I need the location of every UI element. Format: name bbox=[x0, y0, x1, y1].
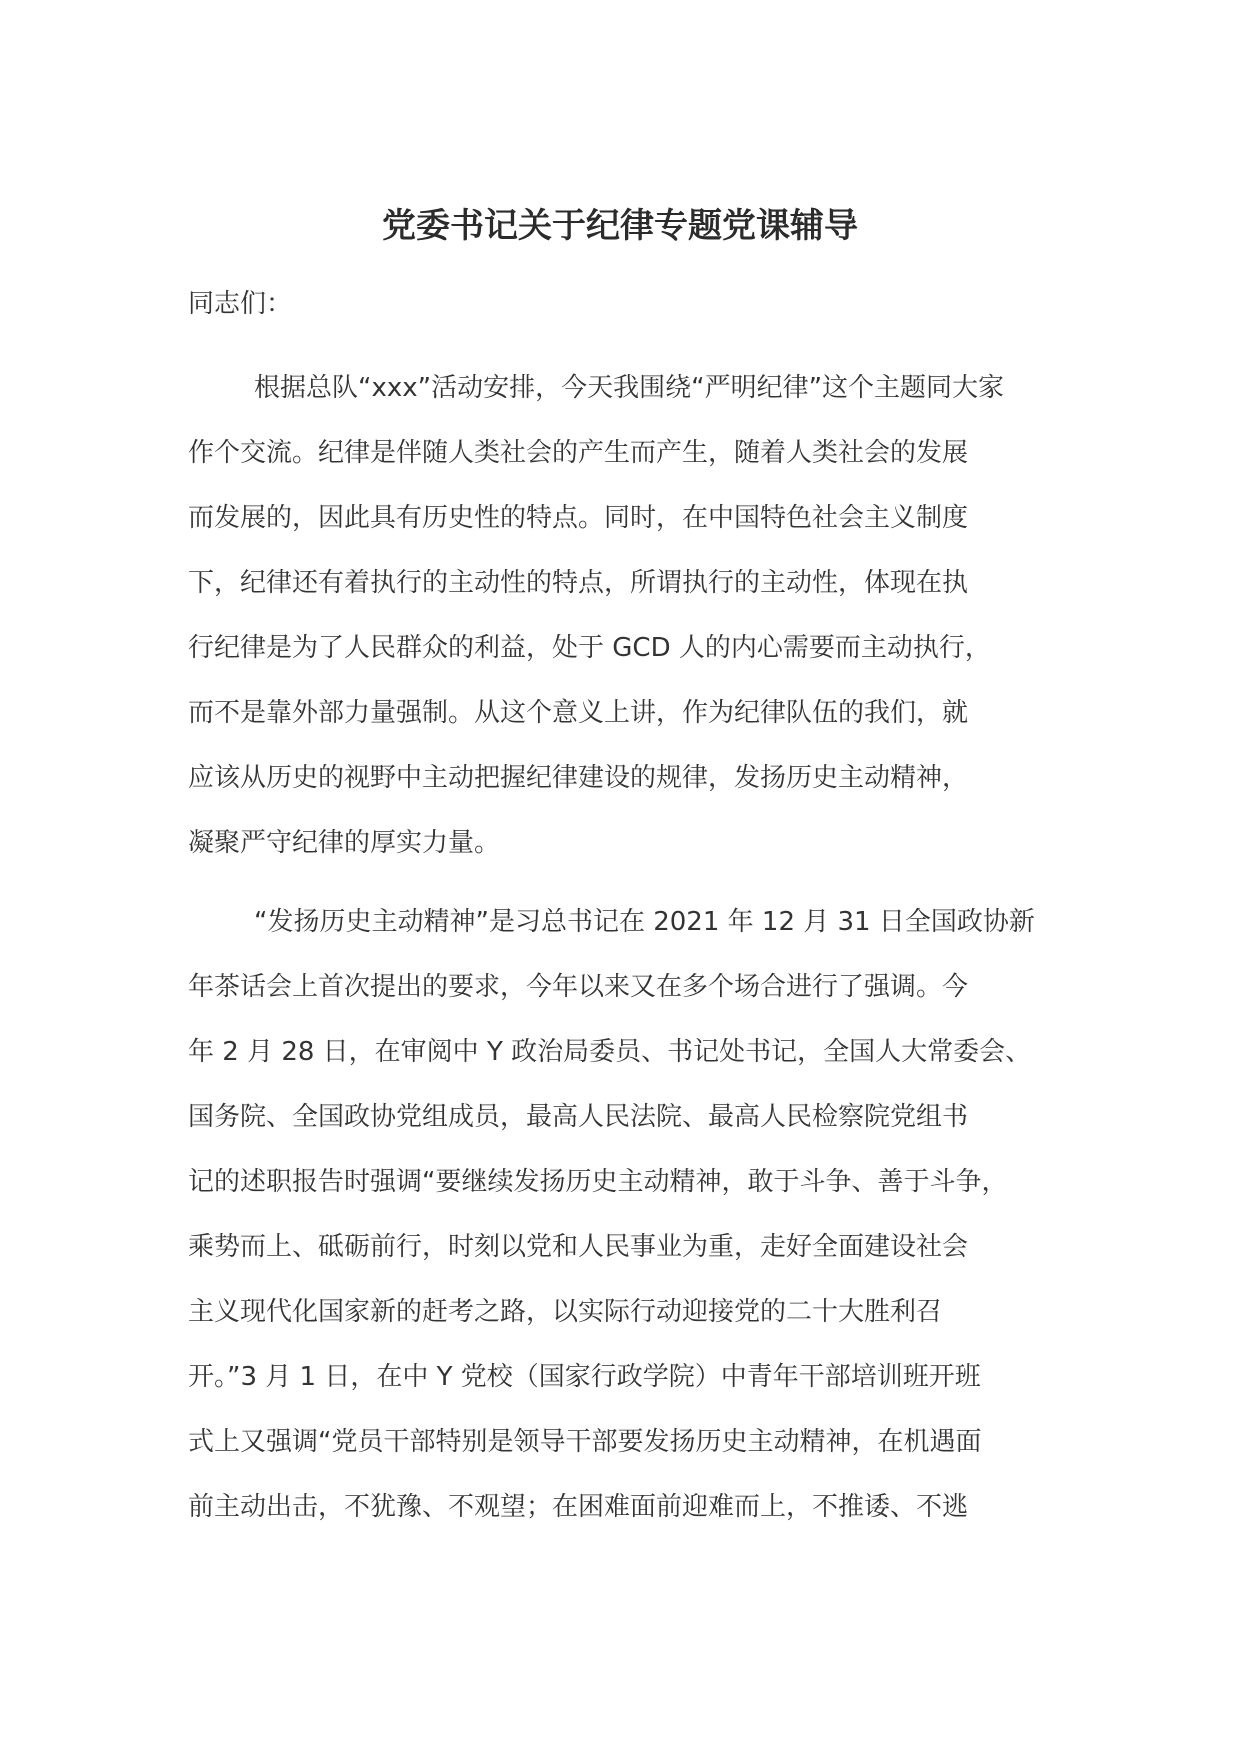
paragraph-line: 记的述职报告时强调“要继续发扬历史主动精神，敢于斗争、善于斗争， bbox=[188, 1167, 1008, 1197]
paragraph-line: “发扬历史主动精神”是习总书记在 2021 年 12 月 31 日全国政协新 bbox=[254, 907, 1035, 937]
paragraph-line: 应该从历史的视野中主动把握纪律建设的规律，发扬历史主动精神， bbox=[188, 763, 969, 793]
paragraph-line: 年 2 月 28 日，在审阅中 Y 政治局委员、书记处书记，全国人大常委会、 bbox=[188, 1037, 1032, 1067]
paragraph-line: 年茶话会上首次提出的要求，今年以来又在多个场合进行了强调。今 bbox=[188, 972, 969, 1002]
paragraph-line: 式上又强调“党员干部特别是领导干部要发扬历史主动精神，在机遇面 bbox=[188, 1427, 982, 1457]
document-title: 党委书记关于纪律专题党课辅导 bbox=[382, 206, 858, 246]
salutation: 同志们： bbox=[188, 289, 293, 319]
paragraph-line: 行纪律是为了人民群众的利益，处于 GCD 人的内心需要而主动执行， bbox=[188, 633, 991, 663]
paragraph-line: 国务院、全国政协党组成员，最高人民法院、最高人民检察院党组书 bbox=[188, 1102, 969, 1132]
paragraph-line: 根据总队“xxx”活动安排，今天我围绕“严明纪律”这个主题同大家 bbox=[254, 373, 1005, 403]
paragraph-line: 作个交流。纪律是伴随人类社会的产生而产生，随着人类社会的发展 bbox=[188, 438, 969, 468]
paragraph-line: 而不是靠外部力量强制。从这个意义上讲，作为纪律队伍的我们，就 bbox=[188, 698, 969, 728]
paragraph-2 bbox=[188, 890, 1068, 1540]
paragraph-line: 而发展的，因此具有历史性的特点。同时，在中国特色社会主义制度 bbox=[188, 503, 969, 533]
paragraph-line: 下，纪律还有着执行的主动性的特点，所谓执行的主动性，体现在执 bbox=[188, 568, 969, 598]
paragraph-1 bbox=[188, 356, 1068, 876]
paragraph-line: 凝聚严守纪律的厚实力量。 bbox=[188, 828, 501, 858]
paragraph-line: 主义现代化国家新的赶考之路，以实际行动迎接党的二十大胜利召 bbox=[188, 1297, 943, 1327]
paragraph-line: 乘势而上、砥砺前行，时刻以党和人民事业为重，走好全面建设社会 bbox=[188, 1232, 969, 1262]
paragraph-line: 开。”3 月 1 日，在中 Y 党校（国家行政学院）中青年干部培训班开班 bbox=[188, 1362, 981, 1392]
paragraph-line: 前主动出击，不犹豫、不观望；在困难面前迎难而上，不推诿、不逃 bbox=[188, 1492, 969, 1522]
